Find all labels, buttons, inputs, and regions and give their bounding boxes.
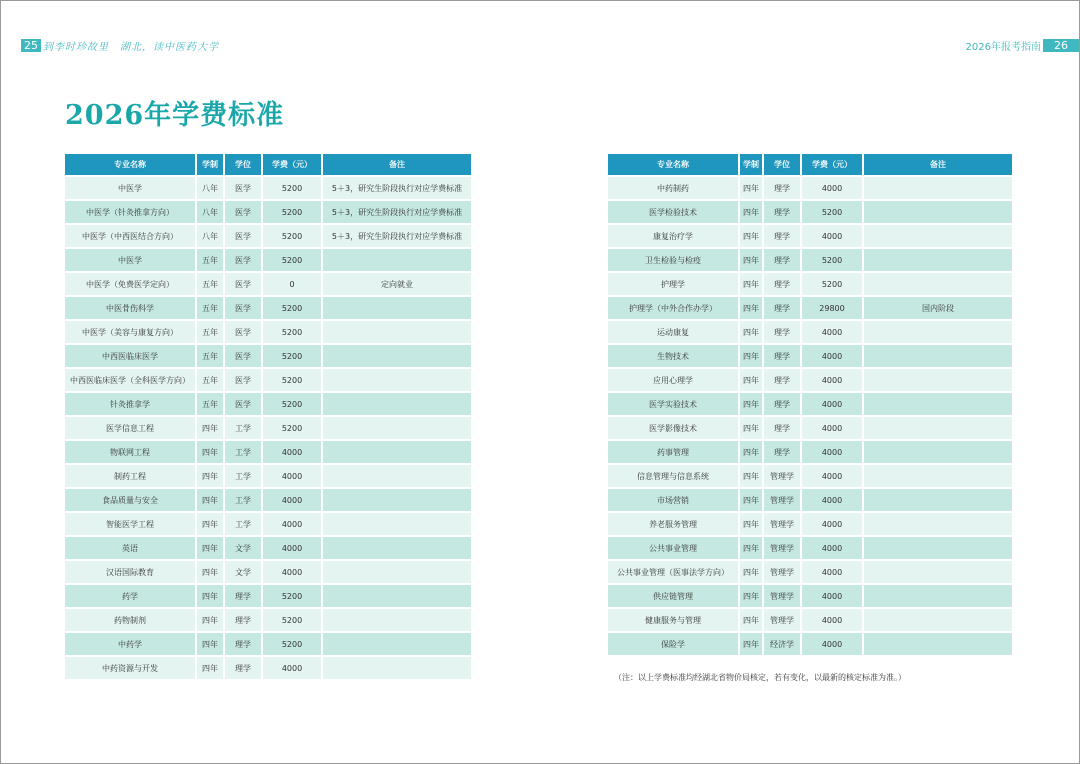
degree-cell: 管理学 [764,513,800,535]
duration-cell: 四年 [740,297,762,319]
major-cell: 中医骨伤科学 [65,297,195,319]
remark-cell [864,609,1012,631]
table-row [65,417,471,439]
degree-cell: 工学 [225,513,261,535]
table-row [608,537,1012,559]
table-row [65,633,471,655]
fee-cell: 5200 [802,249,862,271]
fee-cell: 5200 [263,585,321,607]
major-cell: 药学 [65,585,195,607]
fee-cell: 5200 [263,609,321,631]
degree-cell: 经济学 [764,633,800,655]
major-cell: 制药工程 [65,465,195,487]
remark-cell [864,537,1012,559]
degree-cell: 医学 [225,369,261,391]
table-row [608,417,1012,439]
table-row [65,177,471,199]
duration-cell: 八年 [197,201,223,223]
duration-cell: 五年 [197,273,223,295]
table-row [608,273,1012,295]
fee-cell: 4000 [802,345,862,367]
fee-cell: 5200 [263,249,321,271]
remark-cell [323,297,471,319]
fee-cell: 4000 [802,369,862,391]
duration-cell: 四年 [197,441,223,463]
remark-cell: 5＋3，研究生阶段执行对应学费标准 [323,177,471,199]
duration-cell: 五年 [197,369,223,391]
col-degree-header: 学位 [225,154,261,175]
remark-cell: 国内阶段 [864,297,1012,319]
major-cell: 中医学（针灸推拿方向） [65,201,195,223]
table-row [608,609,1012,631]
degree-cell: 管理学 [764,585,800,607]
duration-cell: 四年 [740,489,762,511]
remark-cell [323,249,471,271]
table-row [608,201,1012,223]
table-row [608,393,1012,415]
table-row [608,561,1012,583]
major-cell: 中药学 [65,633,195,655]
remark-cell [323,609,471,631]
table-row [608,249,1012,271]
duration-cell: 四年 [740,321,762,343]
table-row [608,585,1012,607]
right-table-body [608,177,1012,655]
major-cell: 供应链管理 [608,585,738,607]
fee-cell: 4000 [802,441,862,463]
remark-cell [323,393,471,415]
degree-cell: 文学 [225,537,261,559]
table-header-row [608,154,1012,175]
table-row [608,465,1012,487]
fee-cell: 4000 [802,585,862,607]
duration-cell: 四年 [197,513,223,535]
degree-cell: 理学 [764,417,800,439]
fee-cell: 4000 [802,321,862,343]
degree-cell: 管理学 [764,465,800,487]
duration-cell: 四年 [740,441,762,463]
degree-cell: 管理学 [764,489,800,511]
duration-cell: 四年 [197,585,223,607]
right-page-header [539,39,1079,51]
duration-cell: 四年 [740,585,762,607]
table-row [608,297,1012,319]
degree-cell: 理学 [764,393,800,415]
duration-cell: 四年 [197,657,223,679]
remark-cell [323,417,471,439]
duration-cell: 四年 [197,489,223,511]
major-cell: 卫生检验与检疫 [608,249,738,271]
remark-cell [323,369,471,391]
major-cell: 医学检验技术 [608,201,738,223]
major-cell: 汉语国际教育 [65,561,195,583]
major-cell: 应用心理学 [608,369,738,391]
major-cell: 中西医临床医学（全科医学方向） [65,369,195,391]
duration-cell: 四年 [740,249,762,271]
major-cell: 医学实验技术 [608,393,738,415]
remark-cell [864,273,1012,295]
left-table-body [65,177,471,679]
fee-cell: 5200 [263,633,321,655]
fee-cell: 4000 [263,489,321,511]
fee-cell: 0 [263,273,321,295]
fee-cell: 5200 [263,369,321,391]
fee-cell: 4000 [802,609,862,631]
remark-cell: 5＋3，研究生阶段执行对应学费标准 [323,201,471,223]
fee-cell: 4000 [263,513,321,535]
fee-cell: 5200 [263,345,321,367]
fee-cell: 4000 [802,513,862,535]
degree-cell: 理学 [764,297,800,319]
degree-cell: 理学 [764,249,800,271]
table-row [65,225,471,247]
remark-cell [323,657,471,679]
fee-cell: 4000 [802,417,862,439]
remark-cell: 5＋3，研究生阶段执行对应学费标准 [323,225,471,247]
remark-cell [323,561,471,583]
degree-cell: 医学 [225,393,261,415]
degree-cell: 理学 [764,369,800,391]
major-cell: 中医学（美容与康复方向） [65,321,195,343]
major-cell: 养老服务管理 [608,513,738,535]
remark-cell [864,225,1012,247]
fee-cell: 5200 [263,321,321,343]
major-cell: 公共事业管理 [608,537,738,559]
duration-cell: 四年 [197,561,223,583]
degree-cell: 理学 [764,225,800,247]
major-cell: 食品质量与安全 [65,489,195,511]
remark-cell [864,393,1012,415]
left-fee-table [63,152,473,681]
remark-cell [323,513,471,535]
degree-cell: 理学 [225,657,261,679]
degree-cell: 理学 [764,321,800,343]
duration-cell: 四年 [740,633,762,655]
major-cell: 信息管理与信息系统 [608,465,738,487]
major-cell: 生物技术 [608,345,738,367]
table-row [608,513,1012,535]
major-cell: 康复治疗学 [608,225,738,247]
duration-cell: 八年 [197,177,223,199]
left-page-header [1,39,541,51]
fee-cell: 4000 [263,561,321,583]
table-row [608,321,1012,343]
fee-note: （注：以上学费标准均经湖北省物价局核定，若有变化，以最新的核定标准为准。） [614,673,906,682]
fee-cell: 5200 [802,201,862,223]
table-row [608,489,1012,511]
duration-cell: 四年 [197,633,223,655]
table-row [65,369,471,391]
major-cell: 医学影像技术 [608,417,738,439]
duration-cell: 四年 [197,465,223,487]
major-cell: 智能医学工程 [65,513,195,535]
col-fee-header: 学费（元） [802,154,862,175]
col-major-header: 专业名称 [608,154,738,175]
major-cell: 中医学 [65,177,195,199]
remark-cell [864,465,1012,487]
table-row [65,465,471,487]
duration-cell: 五年 [197,393,223,415]
remark-cell [323,585,471,607]
major-cell: 中西医临床医学 [65,345,195,367]
col-fee-header: 学费（元） [263,154,321,175]
duration-cell: 四年 [740,345,762,367]
degree-cell: 文学 [225,561,261,583]
major-cell: 药事管理 [608,441,738,463]
fee-cell: 5200 [263,417,321,439]
remark-cell [323,321,471,343]
major-cell: 运动康复 [608,321,738,343]
degree-cell: 工学 [225,441,261,463]
major-cell: 护理学（中外合作办学） [608,297,738,319]
table-row [65,585,471,607]
remark-cell [864,321,1012,343]
major-cell: 护理学 [608,273,738,295]
page-title: 2026年学费标准 [65,100,285,131]
major-cell: 中医学 [65,249,195,271]
degree-cell: 理学 [764,441,800,463]
degree-cell: 医学 [225,345,261,367]
table-row [608,369,1012,391]
header-slogan: 到李时珍故里 湖北，读中医药大学 [43,42,219,53]
major-cell: 中药制药 [608,177,738,199]
remark-cell [323,465,471,487]
duration-cell: 四年 [740,393,762,415]
degree-cell: 医学 [225,273,261,295]
duration-cell: 四年 [740,225,762,247]
table-row [608,177,1012,199]
table-row [608,345,1012,367]
major-cell: 物联网工程 [65,441,195,463]
duration-cell: 四年 [197,609,223,631]
col-remark-header: 备注 [864,154,1012,175]
degree-cell: 管理学 [764,609,800,631]
degree-cell: 医学 [225,249,261,271]
duration-cell: 五年 [197,321,223,343]
degree-cell: 理学 [764,201,800,223]
remark-cell [864,177,1012,199]
degree-cell: 理学 [764,177,800,199]
remark-cell [864,417,1012,439]
fee-cell: 5200 [263,201,321,223]
major-cell: 医学信息工程 [65,417,195,439]
remark-cell [323,489,471,511]
fee-cell: 4000 [802,177,862,199]
table-row [65,249,471,271]
major-cell: 保险学 [608,633,738,655]
table-row [65,201,471,223]
duration-cell: 五年 [197,297,223,319]
right-fee-table [606,152,1014,657]
degree-cell: 工学 [225,417,261,439]
duration-cell: 八年 [197,225,223,247]
table-row [65,393,471,415]
fee-cell: 5200 [802,273,862,295]
duration-cell: 四年 [740,537,762,559]
table-row [65,561,471,583]
duration-cell: 四年 [740,417,762,439]
duration-cell: 四年 [740,201,762,223]
fee-cell: 4000 [802,561,862,583]
remark-cell [864,369,1012,391]
degree-cell: 理学 [764,273,800,295]
degree-cell: 医学 [225,321,261,343]
remark-cell [323,633,471,655]
major-cell: 药物制剂 [65,609,195,631]
major-cell: 针灸推拿学 [65,393,195,415]
col-remark-header: 备注 [323,154,471,175]
fee-cell: 4000 [802,225,862,247]
table-row [65,609,471,631]
duration-cell: 四年 [740,561,762,583]
remark-cell [323,537,471,559]
table-row [65,513,471,535]
duration-cell: 四年 [740,513,762,535]
remark-cell [323,345,471,367]
table-row [65,273,471,295]
remark-cell [864,633,1012,655]
major-cell: 英语 [65,537,195,559]
duration-cell: 四年 [197,537,223,559]
duration-cell: 五年 [197,345,223,367]
degree-cell: 医学 [225,177,261,199]
fee-cell: 5200 [263,225,321,247]
fee-cell: 29800 [802,297,862,319]
fee-cell: 4000 [263,441,321,463]
table-row [65,537,471,559]
degree-cell: 医学 [225,225,261,247]
degree-cell: 理学 [225,633,261,655]
degree-cell: 工学 [225,489,261,511]
fee-cell: 4000 [263,657,321,679]
major-cell: 健康服务与管理 [608,609,738,631]
degree-cell: 理学 [225,585,261,607]
remark-cell: 定向就业 [323,273,471,295]
degree-cell: 理学 [225,609,261,631]
right-page-number: 26 [1043,39,1079,52]
degree-cell: 医学 [225,201,261,223]
fee-cell: 4000 [802,633,862,655]
table-row [608,225,1012,247]
col-major-header: 专业名称 [65,154,195,175]
table-header-row [65,154,471,175]
degree-cell: 管理学 [764,561,800,583]
col-duration-header: 学制 [740,154,762,175]
table-row [65,489,471,511]
fee-cell: 4000 [263,465,321,487]
header-guide-title: 2026年报考指南 [965,42,1041,53]
remark-cell [864,585,1012,607]
major-cell: 中药资源与开发 [65,657,195,679]
table-row [65,345,471,367]
table-row [65,657,471,679]
col-degree-header: 学位 [764,154,800,175]
major-cell: 中医学（免费医学定向） [65,273,195,295]
duration-cell: 五年 [197,249,223,271]
duration-cell: 四年 [740,465,762,487]
major-cell: 市场营销 [608,489,738,511]
table-row [608,633,1012,655]
remark-cell [864,201,1012,223]
remark-cell [323,441,471,463]
duration-cell: 四年 [197,417,223,439]
duration-cell: 四年 [740,177,762,199]
table-row [608,441,1012,463]
degree-cell: 管理学 [764,537,800,559]
fee-cell: 4000 [802,393,862,415]
fee-cell: 4000 [802,537,862,559]
table-row [65,297,471,319]
duration-cell: 四年 [740,609,762,631]
major-cell: 中医学（中西医结合方向） [65,225,195,247]
major-cell: 公共事业管理（医事法学方向） [608,561,738,583]
fee-cell: 4000 [263,537,321,559]
degree-cell: 工学 [225,465,261,487]
remark-cell [864,345,1012,367]
remark-cell [864,561,1012,583]
duration-cell: 四年 [740,273,762,295]
table-row [65,321,471,343]
col-duration-header: 学制 [197,154,223,175]
degree-cell: 医学 [225,297,261,319]
duration-cell: 四年 [740,369,762,391]
fee-cell: 4000 [802,465,862,487]
remark-cell [864,513,1012,535]
remark-cell [864,489,1012,511]
left-page-number: 25 [21,39,41,52]
fee-cell: 4000 [802,489,862,511]
table-row [65,441,471,463]
fee-cell: 5200 [263,177,321,199]
fee-cell: 5200 [263,297,321,319]
remark-cell [864,441,1012,463]
degree-cell: 理学 [764,345,800,367]
fee-cell: 5200 [263,393,321,415]
remark-cell [864,249,1012,271]
